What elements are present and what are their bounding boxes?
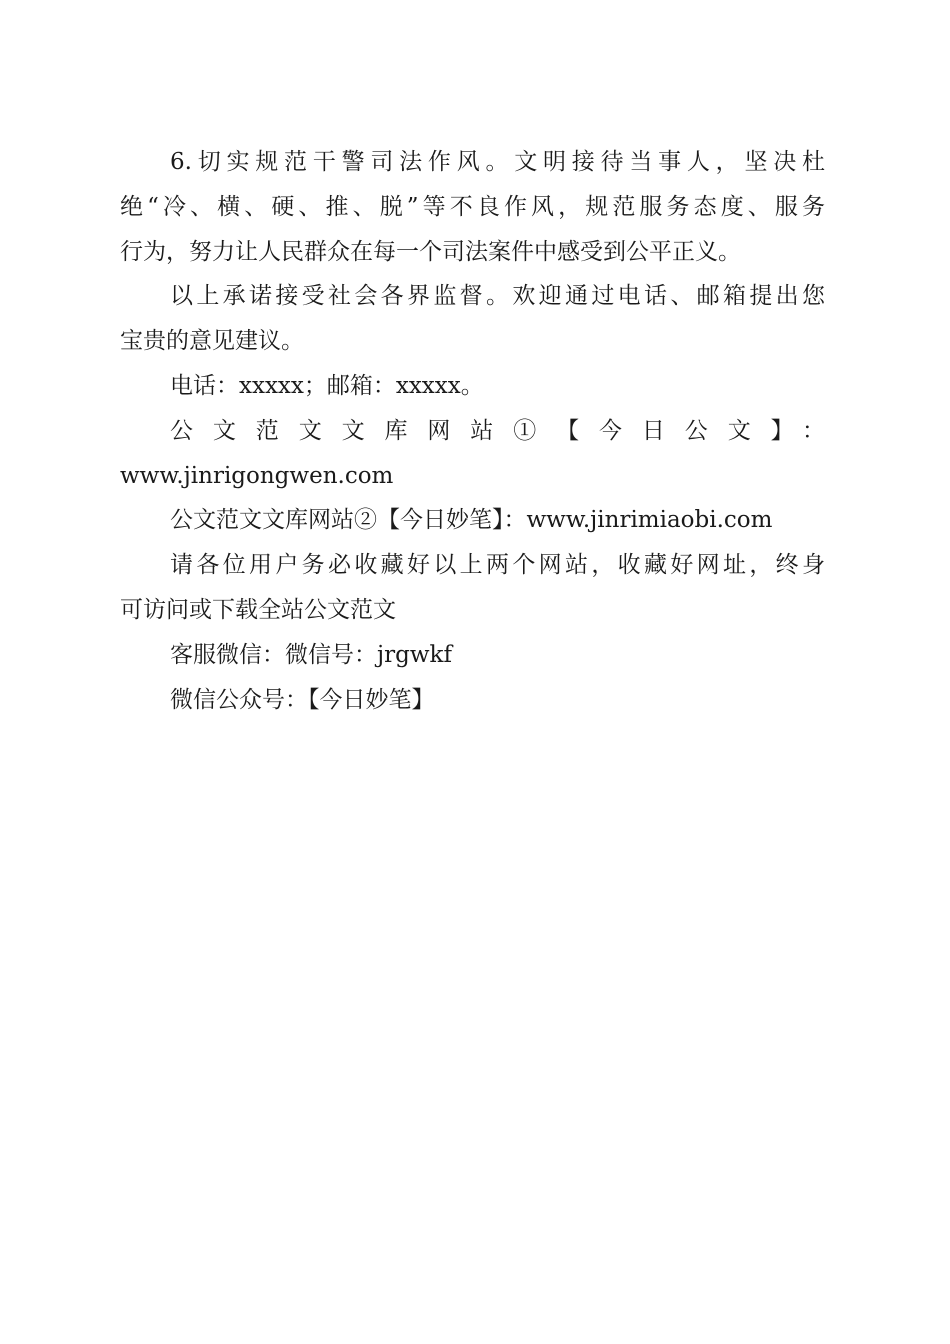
wechat-public-paragraph: [120, 678, 825, 723]
document-body: [120, 140, 825, 722]
paragraph-line: 行为，努力让人民群众在每一个司法案件中感受到公平正义。: [120, 238, 741, 265]
supervision-paragraph: [120, 274, 825, 364]
paragraph-line: 绝“冷、横、硬、推、脱”等不良作风，规范服务态度、服务: [120, 193, 825, 220]
paragraph-line: 以上承诺接受社会各界监督。欢迎通过电话、邮箱提出您: [170, 283, 825, 310]
wechat-service-paragraph: [120, 633, 825, 678]
website-1-url: www.jinrigongwen.com: [120, 462, 394, 489]
paragraph-line: 宝贵的意见建议。: [120, 328, 304, 355]
paragraph-line: 请各位用户务必收藏好以上两个网站，收藏好网址，终身: [170, 552, 825, 579]
bookmark-paragraph: [120, 543, 825, 633]
paragraph-line: 可访问或下载全站公文范文: [120, 596, 396, 623]
contact-paragraph: [120, 364, 825, 409]
paragraph-line: 6.切实规范干警司法作风。文明接待当事人，坚决杜: [170, 149, 825, 175]
website-1-label: 公文范文文库网站①【今日公文】：: [170, 417, 825, 444]
contact-line: 电话：xxxxx；邮箱：xxxxx。: [170, 372, 484, 399]
wechat-public-line: 微信公众号：【今日妙笔】: [170, 686, 435, 713]
website-2-line: 公文范文文库网站②【今日妙笔】：www.jinrimiaobi.com: [170, 507, 773, 534]
wechat-service-line: 客服微信：微信号：jrgwkf: [170, 641, 452, 668]
paragraph-item-6: [120, 140, 825, 274]
website-2-paragraph: [120, 498, 825, 543]
website-1-paragraph: [120, 409, 825, 499]
